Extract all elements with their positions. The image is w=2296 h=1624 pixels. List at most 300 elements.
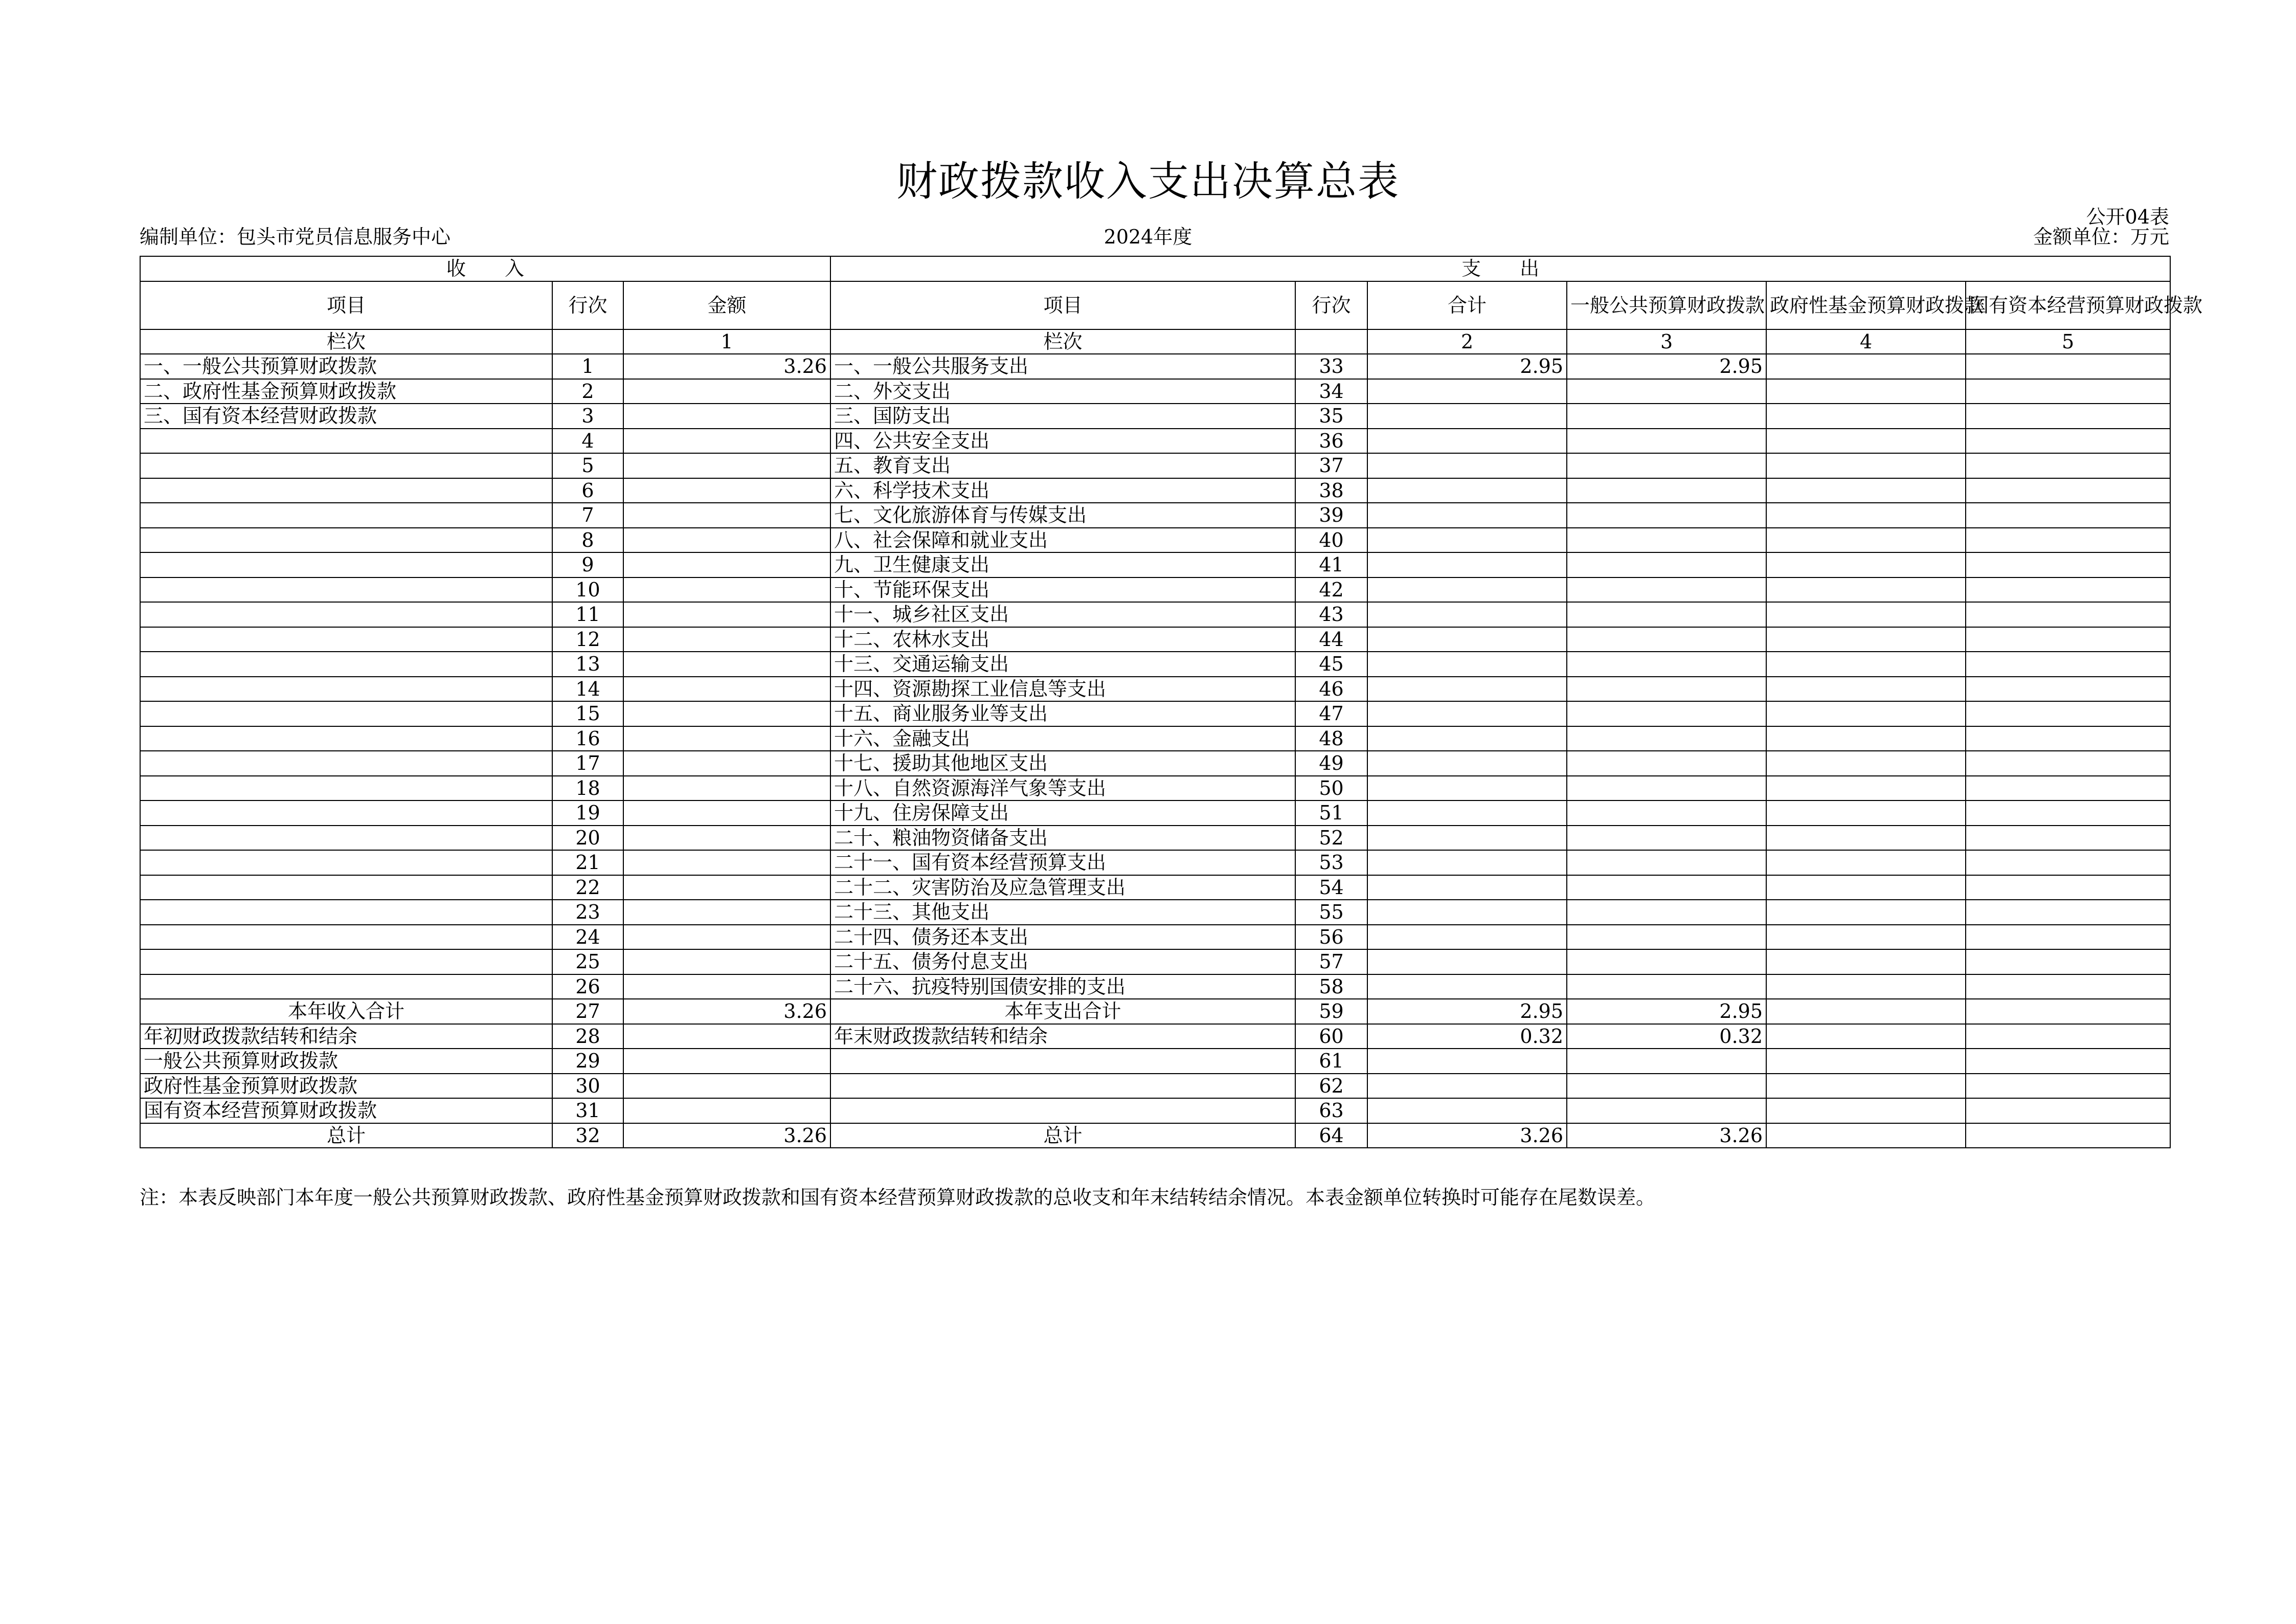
total-cell — [1367, 503, 1567, 528]
state-capital-cell — [1966, 404, 2170, 429]
income-row-no-cell: 10 — [552, 577, 623, 603]
gov-fund-cell — [1766, 652, 1966, 677]
table-row — [140, 900, 2170, 925]
state-capital-cell — [1966, 1049, 2170, 1074]
state-capital-cell — [1966, 1074, 2170, 1099]
general-budget-cell — [1567, 429, 1766, 454]
table-row — [140, 677, 2170, 702]
table-row — [140, 974, 2170, 999]
expense-row-no-cell: 45 — [1295, 652, 1367, 677]
expense-row-no-header: 行次 — [1295, 281, 1367, 329]
expense-item-cell: 五、教育支出 — [830, 453, 1295, 478]
state-capital-cell — [1966, 850, 2170, 875]
expense-item-cell: 十、节能环保支出 — [830, 577, 1295, 603]
gov-fund-cell — [1766, 999, 1966, 1024]
income-amount-cell — [623, 1074, 830, 1099]
general-budget-header: 一般公共预算财政拨款 — [1567, 281, 1766, 329]
total-cell — [1367, 478, 1567, 503]
table-row — [140, 577, 2170, 603]
total-cell — [1367, 850, 1567, 875]
general-budget-cell — [1567, 974, 1766, 999]
expense-item-cell: 总计 — [830, 1123, 1295, 1148]
gov-fund-cell — [1766, 552, 1966, 577]
state-capital-cell — [1966, 826, 2170, 851]
table-row — [140, 949, 2170, 974]
income-amount-cell: 3.26 — [623, 1123, 830, 1148]
general-budget-cell: 3.26 — [1567, 1123, 1766, 1148]
expense-item-cell: 十一、城乡社区支出 — [830, 602, 1295, 627]
income-amount-cell: 3.26 — [623, 999, 830, 1024]
column-index-4: 4 — [1766, 329, 1966, 354]
income-item-cell — [140, 925, 552, 950]
general-budget-cell — [1567, 949, 1766, 974]
total-header: 合计 — [1367, 281, 1567, 329]
state-capital-cell — [1966, 726, 2170, 751]
income-row-no-cell: 3 — [552, 404, 623, 429]
gov-fund-cell — [1766, 800, 1966, 826]
income-amount-cell — [623, 701, 830, 726]
final-accounts-table — [140, 256, 2203, 1148]
income-amount-cell — [623, 800, 830, 826]
income-item-cell: 国有资本经营预算财政拨款 — [140, 1098, 552, 1123]
income-row-no-cell: 22 — [552, 875, 623, 900]
table-row — [140, 429, 2170, 454]
expense-item-cell: 十三、交通运输支出 — [830, 652, 1295, 677]
state-capital-cell — [1966, 627, 2170, 652]
income-row-no-cell: 13 — [552, 652, 623, 677]
table-row — [140, 875, 2170, 900]
expense-item-cell: 十七、援助其他地区支出 — [830, 751, 1295, 776]
income-item-cell — [140, 577, 552, 603]
income-item-cell — [140, 503, 552, 528]
state-capital-cell — [1966, 1123, 2170, 1148]
total-cell — [1367, 677, 1567, 702]
expense-item-cell: 二十、粮油物资储备支出 — [830, 826, 1295, 851]
state-capital-cell — [1966, 478, 2170, 503]
section-header-row — [140, 256, 2170, 281]
income-item-cell — [140, 751, 552, 776]
general-budget-cell — [1567, 404, 1766, 429]
gov-fund-cell — [1766, 875, 1966, 900]
column-index-1: 1 — [623, 329, 830, 354]
expense-row-no-cell: 55 — [1295, 900, 1367, 925]
gov-fund-cell — [1766, 925, 1966, 950]
income-item-cell — [140, 800, 552, 826]
table-row — [140, 354, 2170, 379]
table-row — [140, 726, 2170, 751]
income-row-no-cell: 21 — [552, 850, 623, 875]
page-title: 财政拨款收入支出决算总表 — [896, 158, 1400, 205]
general-budget-cell — [1567, 850, 1766, 875]
income-row-no-cell: 31 — [552, 1098, 623, 1123]
total-cell — [1367, 404, 1567, 429]
total-cell — [1367, 875, 1567, 900]
income-item-cell: 政府性基金预算财政拨款 — [140, 1074, 552, 1099]
income-amount-cell — [623, 776, 830, 801]
state-capital-cell — [1966, 701, 2170, 726]
table-row — [140, 552, 2170, 577]
expense-item-cell: 年末财政拨款结转和结余 — [830, 1024, 1295, 1049]
total-cell — [1367, 577, 1567, 603]
income-amount-cell — [623, 726, 830, 751]
expense-item-cell: 七、文化旅游体育与传媒支出 — [830, 503, 1295, 528]
gov-fund-cell — [1766, 949, 1966, 974]
expense-row-no-cell: 36 — [1295, 429, 1367, 454]
state-capital-cell — [1966, 800, 2170, 826]
table-row — [140, 826, 2170, 851]
state-capital-cell — [1966, 528, 2170, 553]
general-budget-cell — [1567, 379, 1766, 404]
total-cell — [1367, 751, 1567, 776]
income-item-cell: 年初财政拨款结转和结余 — [140, 1024, 552, 1049]
general-budget-cell — [1567, 677, 1766, 702]
table-row — [140, 850, 2170, 875]
expense-row-no-cell: 64 — [1295, 1123, 1367, 1148]
column-index-row — [140, 329, 2170, 354]
general-budget-cell — [1567, 503, 1766, 528]
total-cell — [1367, 429, 1567, 454]
income-row-no-cell: 29 — [552, 1049, 623, 1074]
income-amount-cell — [623, 850, 830, 875]
income-row-no-cell: 6 — [552, 478, 623, 503]
general-budget-cell — [1567, 826, 1766, 851]
general-budget-cell — [1567, 1049, 1766, 1074]
general-budget-cell — [1567, 528, 1766, 553]
expense-item-cell: 十五、商业服务业等支出 — [830, 701, 1295, 726]
expense-item-cell: 二十五、债务付息支出 — [830, 949, 1295, 974]
gov-fund-cell — [1766, 577, 1966, 603]
gov-fund-cell — [1766, 826, 1966, 851]
expense-row-no-cell: 34 — [1295, 379, 1367, 404]
total-cell: 0.32 — [1367, 1024, 1567, 1049]
general-budget-cell: 2.95 — [1567, 354, 1766, 379]
table-row — [140, 925, 2170, 950]
income-item-cell: 总计 — [140, 1123, 552, 1148]
income-amount-cell — [623, 478, 830, 503]
income-item-cell — [140, 602, 552, 627]
income-row-no-cell: 17 — [552, 751, 623, 776]
gov-fund-cell — [1766, 751, 1966, 776]
expense-row-no-cell: 56 — [1295, 925, 1367, 950]
state-capital-cell — [1966, 652, 2170, 677]
table-row — [140, 478, 2170, 503]
grand-total-row — [140, 1123, 2170, 1148]
table-row — [140, 701, 2170, 726]
total-cell — [1367, 652, 1567, 677]
expense-row-no-cell: 41 — [1295, 552, 1367, 577]
general-budget-cell — [1567, 453, 1766, 478]
total-cell — [1367, 974, 1567, 999]
state-capital-cell — [1966, 751, 2170, 776]
gov-fund-cell — [1766, 850, 1966, 875]
expense-item-cell: 九、卫生健康支出 — [830, 552, 1295, 577]
expense-item-cell: 十九、住房保障支出 — [830, 800, 1295, 826]
income-row-no-cell: 24 — [552, 925, 623, 950]
state-capital-cell — [1966, 453, 2170, 478]
gov-fund-cell — [1766, 1024, 1966, 1049]
gov-fund-cell — [1766, 379, 1966, 404]
fiscal-year: 2024年度 — [1104, 226, 1192, 248]
total-cell — [1367, 1074, 1567, 1099]
table-row — [140, 652, 2170, 677]
gov-fund-cell — [1766, 528, 1966, 553]
expense-row-no-cell: 62 — [1295, 1074, 1367, 1099]
currency-unit: 金额单位：万元 — [2033, 226, 2169, 248]
gov-fund-cell — [1766, 776, 1966, 801]
general-budget-cell — [1567, 627, 1766, 652]
gov-fund-cell — [1766, 900, 1966, 925]
income-row-no-cell: 32 — [552, 1123, 623, 1148]
expense-item-cell — [830, 1074, 1295, 1099]
expense-item-cell: 本年支出合计 — [830, 999, 1295, 1024]
expense-row-no-cell: 54 — [1295, 875, 1367, 900]
year-total-row — [140, 999, 2170, 1024]
total-cell — [1367, 602, 1567, 627]
gov-fund-cell — [1766, 404, 1966, 429]
expense-item-cell: 十六、金融支出 — [830, 726, 1295, 751]
table-row — [140, 800, 2170, 826]
state-capital-cell — [1966, 900, 2170, 925]
carryover-row — [140, 1049, 2170, 1074]
expense-item-cell: 一、一般公共服务支出 — [830, 354, 1295, 379]
expense-row-no-cell: 57 — [1295, 949, 1367, 974]
table-row — [140, 776, 2170, 801]
income-item-cell: 三、国有资本经营财政拨款 — [140, 404, 552, 429]
expense-row-no-cell: 43 — [1295, 602, 1367, 627]
expense-row-no-cell: 63 — [1295, 1098, 1367, 1123]
income-item-cell — [140, 776, 552, 801]
income-amount-cell — [623, 974, 830, 999]
table-row — [140, 627, 2170, 652]
income-amount-cell — [623, 1098, 830, 1123]
table-row — [140, 503, 2170, 528]
general-budget-cell — [1567, 900, 1766, 925]
expense-row-no-cell: 60 — [1295, 1024, 1367, 1049]
income-amount-cell — [623, 379, 830, 404]
general-budget-cell — [1567, 577, 1766, 603]
income-row-no-cell: 9 — [552, 552, 623, 577]
total-cell — [1367, 701, 1567, 726]
state-capital-cell — [1966, 776, 2170, 801]
expense-row-no-cell: 37 — [1295, 453, 1367, 478]
gov-fund-cell — [1766, 503, 1966, 528]
column-index-label: 栏次 — [140, 329, 552, 354]
gov-fund-cell — [1766, 974, 1966, 999]
income-amount-cell — [623, 528, 830, 553]
carryover-row — [140, 1024, 2170, 1049]
state-capital-cell — [1966, 974, 2170, 999]
income-item-cell — [140, 900, 552, 925]
column-index-3: 3 — [1567, 329, 1766, 354]
income-item-cell — [140, 652, 552, 677]
expense-item-cell: 十二、农林水支出 — [830, 627, 1295, 652]
expense-row-no-cell: 61 — [1295, 1049, 1367, 1074]
expense-row-no-cell: 46 — [1295, 677, 1367, 702]
gov-fund-cell — [1766, 1049, 1966, 1074]
income-row-no-cell: 8 — [552, 528, 623, 553]
table-row — [140, 453, 2170, 478]
expense-item-cell — [830, 1049, 1295, 1074]
income-row-no-cell: 26 — [552, 974, 623, 999]
general-budget-cell — [1567, 875, 1766, 900]
income-row-no-cell: 25 — [552, 949, 623, 974]
gov-fund-cell — [1766, 429, 1966, 454]
carryover-row — [140, 1074, 2170, 1099]
expense-row-no-cell: 52 — [1295, 826, 1367, 851]
expense-item-cell: 八、社会保障和就业支出 — [830, 528, 1295, 553]
total-cell — [1367, 925, 1567, 950]
form-number: 公开04表 — [2086, 206, 2169, 228]
income-item-cell — [140, 701, 552, 726]
general-budget-cell — [1567, 701, 1766, 726]
income-row-no-header: 行次 — [552, 281, 623, 329]
income-item-cell — [140, 552, 552, 577]
income-amount-cell — [623, 949, 830, 974]
state-capital-cell — [1966, 429, 2170, 454]
expense-row-no-cell: 58 — [1295, 974, 1367, 999]
income-amount-cell — [623, 577, 830, 603]
total-cell: 3.26 — [1367, 1123, 1567, 1148]
total-cell — [1367, 552, 1567, 577]
state-capital-cell — [1966, 949, 2170, 974]
general-budget-cell — [1567, 776, 1766, 801]
income-row-no-cell: 7 — [552, 503, 623, 528]
income-amount-cell — [623, 552, 830, 577]
income-item-cell — [140, 528, 552, 553]
table-row — [140, 379, 2170, 404]
income-amount-cell — [623, 602, 830, 627]
expense-item-cell: 十四、资源勘探工业信息等支出 — [830, 677, 1295, 702]
gov-fund-cell — [1766, 602, 1966, 627]
income-item-cell — [140, 850, 552, 875]
income-amount-cell — [623, 429, 830, 454]
column-index-blank — [552, 329, 623, 354]
income-item-cell — [140, 974, 552, 999]
total-cell: 2.95 — [1367, 354, 1567, 379]
expense-row-no-cell: 33 — [1295, 354, 1367, 379]
general-budget-cell — [1567, 800, 1766, 826]
state-capital-cell — [1966, 503, 2170, 528]
income-row-no-cell: 19 — [552, 800, 623, 826]
gov-fund-cell — [1766, 453, 1966, 478]
total-cell — [1367, 1049, 1567, 1074]
column-header-row — [140, 281, 2170, 329]
state-capital-cell — [1966, 1024, 2170, 1049]
income-amount-cell — [623, 826, 830, 851]
table-row — [140, 528, 2170, 553]
state-capital-cell — [1966, 677, 2170, 702]
income-item-cell — [140, 875, 552, 900]
expense-row-no-cell: 47 — [1295, 701, 1367, 726]
expense-item-cell: 二十四、债务还本支出 — [830, 925, 1295, 950]
income-item-cell: 一般公共预算财政拨款 — [140, 1049, 552, 1074]
income-item-cell — [140, 677, 552, 702]
carryover-row — [140, 1098, 2170, 1123]
general-budget-cell: 2.95 — [1567, 999, 1766, 1024]
state-capital-cell — [1966, 379, 2170, 404]
state-capital-cell — [1966, 602, 2170, 627]
total-cell — [1367, 949, 1567, 974]
column-index-5: 5 — [1966, 329, 2170, 354]
expense-item-cell: 二十二、灾害防治及应急管理支出 — [830, 875, 1295, 900]
income-row-no-cell: 16 — [552, 726, 623, 751]
expense-row-no-cell: 59 — [1295, 999, 1367, 1024]
income-item-cell: 本年收入合计 — [140, 999, 552, 1024]
general-budget-cell — [1567, 652, 1766, 677]
gov-fund-cell — [1766, 354, 1966, 379]
general-budget-cell — [1567, 478, 1766, 503]
income-amount-cell — [623, 453, 830, 478]
general-budget-cell — [1567, 1098, 1766, 1123]
state-capital-cell — [1966, 925, 2170, 950]
state-capital-cell — [1966, 552, 2170, 577]
gov-fund-cell — [1766, 726, 1966, 751]
income-amount-cell — [623, 652, 830, 677]
income-row-no-cell: 11 — [552, 602, 623, 627]
state-capital-cell — [1966, 999, 2170, 1024]
expense-item-cell: 四、公共安全支出 — [830, 429, 1295, 454]
gov-fund-cell — [1766, 1098, 1966, 1123]
general-budget-cell — [1567, 602, 1766, 627]
total-cell — [1367, 453, 1567, 478]
expense-row-no-cell: 38 — [1295, 478, 1367, 503]
income-row-no-cell: 28 — [552, 1024, 623, 1049]
income-row-no-cell: 15 — [552, 701, 623, 726]
income-section-header: 收 入 — [140, 256, 830, 281]
gov-fund-cell — [1766, 677, 1966, 702]
expense-item-cell — [830, 1098, 1295, 1123]
income-amount-cell: 3.26 — [623, 354, 830, 379]
expense-item-cell: 二十三、其他支出 — [830, 900, 1295, 925]
income-item-cell — [140, 826, 552, 851]
expense-row-no-cell: 44 — [1295, 627, 1367, 652]
expense-row-no-cell: 49 — [1295, 751, 1367, 776]
total-cell — [1367, 800, 1567, 826]
income-item-cell — [140, 478, 552, 503]
income-row-no-cell: 2 — [552, 379, 623, 404]
general-budget-cell — [1567, 552, 1766, 577]
expense-item-cell: 三、国防支出 — [830, 404, 1295, 429]
income-row-no-cell: 1 — [552, 354, 623, 379]
state-capital-cell — [1966, 354, 2170, 379]
general-budget-cell — [1567, 925, 1766, 950]
state-capital-header: 国有资本经营预算财政拨款 — [1966, 281, 2170, 329]
income-item-cell — [140, 429, 552, 454]
expense-row-no-cell: 53 — [1295, 850, 1367, 875]
table-row — [140, 404, 2170, 429]
state-capital-cell — [1966, 577, 2170, 603]
income-item-cell — [140, 453, 552, 478]
total-cell — [1367, 1098, 1567, 1123]
expense-row-no-cell: 48 — [1295, 726, 1367, 751]
income-amount-cell — [623, 875, 830, 900]
income-amount-cell — [623, 751, 830, 776]
total-cell — [1367, 726, 1567, 751]
expense-item-header: 项目 — [830, 281, 1295, 329]
state-capital-cell — [1966, 875, 2170, 900]
expense-row-no-cell: 35 — [1295, 404, 1367, 429]
income-row-no-cell: 4 — [552, 429, 623, 454]
gov-fund-cell — [1766, 1074, 1966, 1099]
table-row — [140, 751, 2170, 776]
income-item-cell — [140, 726, 552, 751]
expense-item-cell: 十八、自然资源海洋气象等支出 — [830, 776, 1295, 801]
income-row-no-cell: 27 — [552, 999, 623, 1024]
total-cell — [1367, 627, 1567, 652]
gov-fund-header: 政府性基金预算财政拨款 — [1766, 281, 1966, 329]
total-cell — [1367, 826, 1567, 851]
expense-section-header: 支 出 — [830, 256, 2170, 281]
